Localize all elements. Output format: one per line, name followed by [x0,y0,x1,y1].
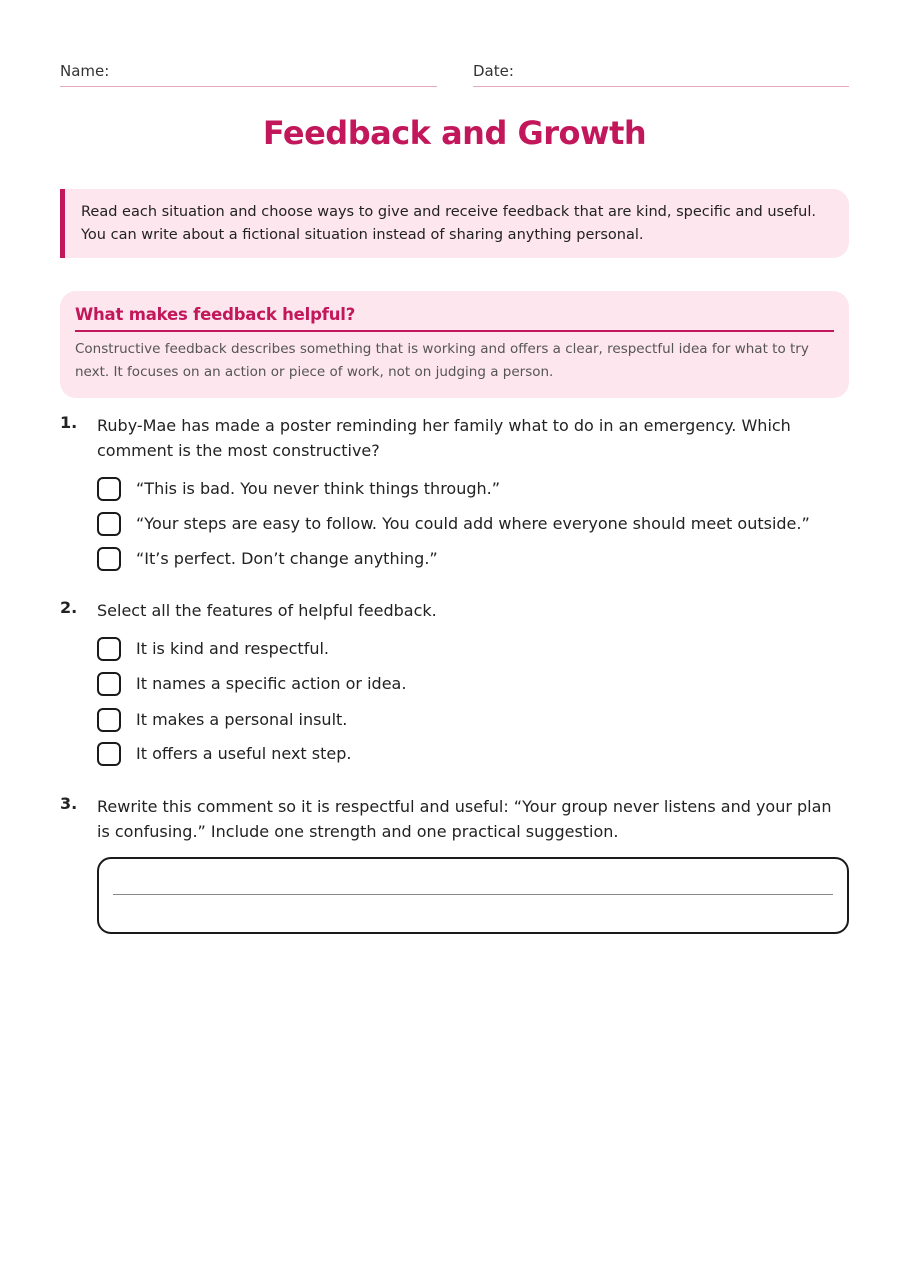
info-panel [60,291,849,398]
question-number: 3. [60,794,78,813]
info-title: What makes feedback helpful? [75,305,834,332]
option-1a[interactable] [97,477,849,505]
name-field[interactable] [60,60,437,87]
date-field[interactable] [473,60,849,87]
checkbox[interactable] [97,672,121,696]
info-body: Constructive feedback describes something that is working and offers a clear, respectful idea for what to try next. It focuses on an action or piece of work, not on judging a person. [75,341,809,380]
option-label: It names a specific action or idea. [136,674,407,693]
checkbox[interactable] [97,708,121,732]
question-text: Select all the features of helpful feedback. [97,601,437,620]
instructions-text: Read each situation and choose ways to give and receive feedback that are kind, specific and useful. You can write about a fictional situation instead of sharing anything personal. [81,204,816,243]
option-label: It offers a useful next step. [136,744,352,763]
question-number: 2. [60,598,78,617]
answer-box[interactable] [97,857,849,934]
instructions-callout [60,189,849,258]
date-label: Date: [473,62,514,80]
name-label: Name: [60,62,110,80]
option-2d[interactable] [97,742,849,770]
option-1b[interactable] [97,512,849,540]
option-label: “It’s perfect. Don’t change anything.” [136,549,438,568]
page-title: Feedback and Growth [262,114,647,152]
checkbox[interactable] [97,742,121,766]
checkbox[interactable] [97,637,121,661]
option-label: “This is bad. You never think things through.” [136,479,501,498]
option-2a[interactable] [97,637,849,665]
checkbox[interactable] [97,547,121,571]
option-label: “Your steps are easy to follow. You could add where everyone should meet outside.” [136,514,810,533]
option-2c[interactable] [97,708,849,736]
question-number: 1. [60,413,78,432]
option-1c[interactable] [97,547,849,575]
option-label: It is kind and respectful. [136,639,330,658]
question-text: Rewrite this comment so it is respectful and useful: “Your group never listens and your plan is confusing.” Include one strength and one practical suggestion. [97,797,832,841]
checkbox[interactable] [97,477,121,501]
option-2b[interactable] [97,672,849,700]
question-text: Ruby-Mae has made a poster reminding her family what to do in an emergency. Which comment is the most constructive? [97,416,791,460]
checkbox[interactable] [97,512,121,536]
answer-writing-line [113,894,833,895]
option-label: It makes a personal insult. [136,710,348,729]
